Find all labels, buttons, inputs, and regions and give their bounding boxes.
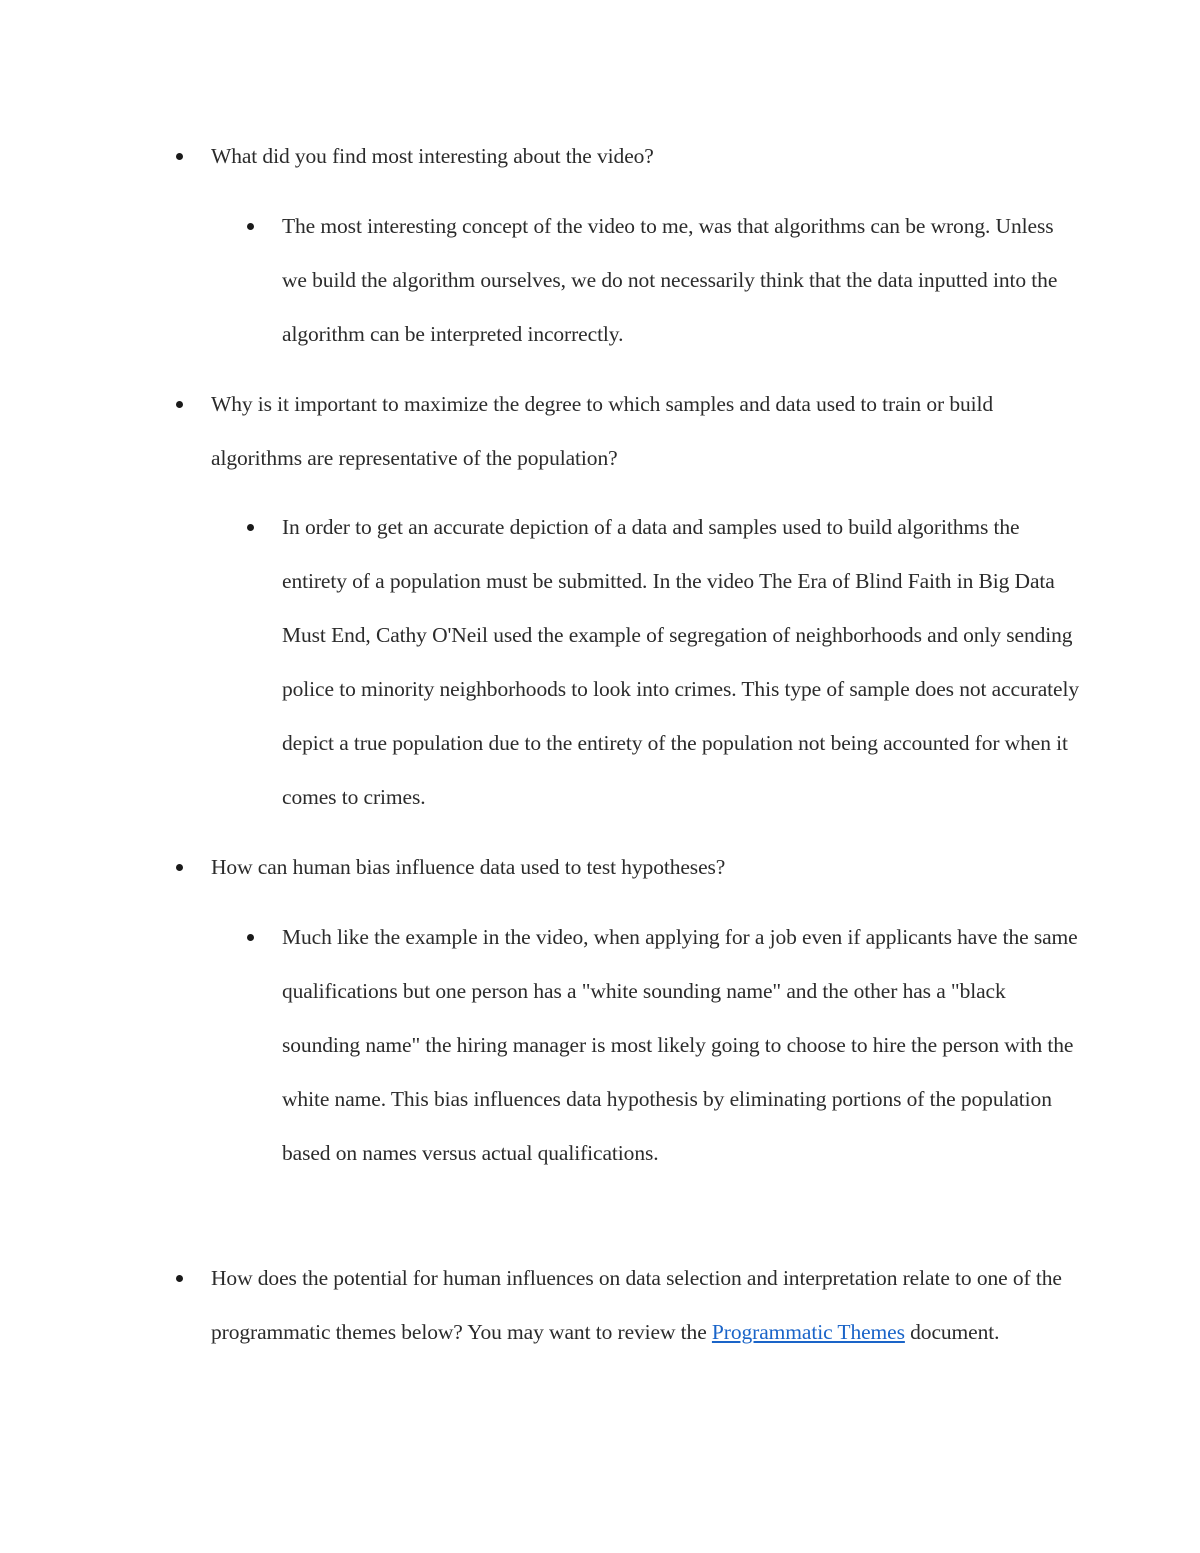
question-4-text bbox=[211, 1251, 1081, 1359]
question-4 bbox=[211, 1251, 1081, 1359]
bullet-icon bbox=[247, 934, 254, 941]
answer-1 bbox=[282, 199, 1082, 361]
question-3-text: How can human bias influence data used to test hypotheses? bbox=[211, 855, 726, 879]
answer-2 bbox=[282, 500, 1082, 824]
question-4-text-after: document. bbox=[904, 1320, 1000, 1344]
answer-1-text: The most interesting concept of the video to me, was that algorithms can be wrong. Unless we build the algorithm ourselves, we do not necessarily think that the data inputted into the algorithm can be interpreted incorrectly. bbox=[282, 214, 1058, 346]
question-1 bbox=[211, 129, 1081, 183]
question-2-text: Why is it important to maximize the degree to which samples and data used to train or build algorithms are representative of the population? bbox=[211, 392, 994, 470]
answer-3-text: Much like the example in the video, when applying for a job even if applicants have the same qualifications but one person has a "white sounding name" and the other has a "black sounding name" the hiring manager is most likely going to choose to hire the person with the white name. This bias influences data hypothesis by eliminating portions of the population based on names versus actual qualifications. bbox=[282, 925, 1078, 1165]
question-3 bbox=[211, 840, 1081, 894]
question-1-text: What did you find most interesting about the video? bbox=[211, 144, 654, 168]
bullet-icon bbox=[247, 223, 254, 230]
bullet-icon bbox=[176, 153, 183, 160]
answer-2-text: In order to get an accurate depiction of a data and samples used to build algorithms the entirety of a population must be submitted. In the video The Era of Blind Faith in Big Data Must End, Cathy O'Neil used the example of segregation of neighborhoods and only sending police to minority neighborhoods to look into crimes. This type of sample does not accurately depict a true population due to the entirety of the population not being accounted for when it comes to crimes. bbox=[282, 515, 1079, 809]
bullet-icon bbox=[247, 524, 254, 531]
bullet-icon bbox=[176, 401, 183, 408]
bullet-icon bbox=[176, 864, 183, 871]
question-4-text-before: How does the potential for human influences on data selection and interpretation relate to one of the programmatic themes below? You may want to review the bbox=[211, 1266, 1062, 1344]
answer-3 bbox=[282, 910, 1082, 1180]
question-2 bbox=[211, 377, 1081, 485]
bullet-icon bbox=[176, 1275, 183, 1282]
programmatic-themes-link[interactable]: Programmatic Themes bbox=[711, 1320, 905, 1344]
